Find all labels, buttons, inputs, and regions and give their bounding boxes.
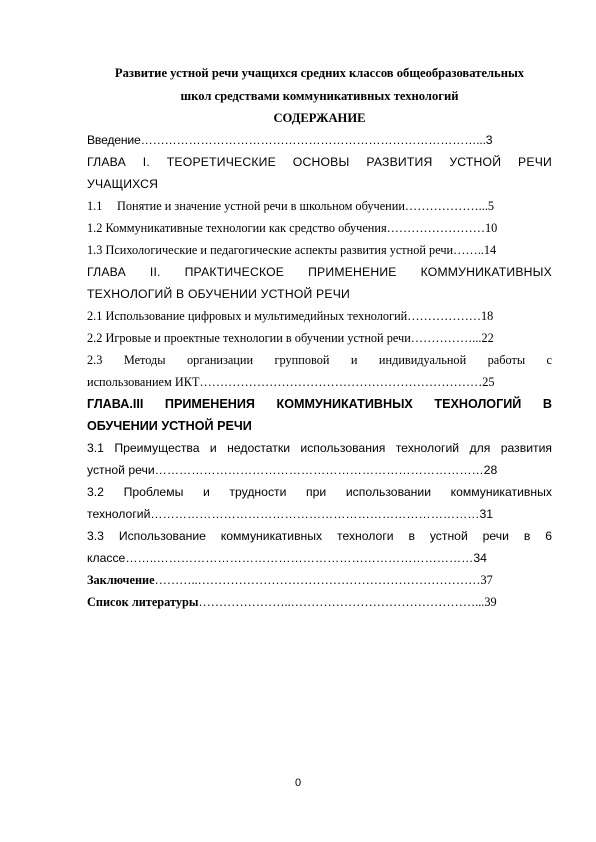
document-title (87, 62, 552, 108)
toc-entry-text: Введение…………………………………………………………………………...3 (87, 133, 493, 147)
toc-entry-2-3 (87, 349, 552, 393)
toc-entry-text: 1.3 Психологические и педагогические аспекты развития устной речи……..14 (87, 243, 497, 257)
toc-entry-3-2 (87, 481, 552, 525)
toc-entry-introduction (87, 129, 552, 151)
toc-entry-text: 1.2 Коммуникативные технологии как средство обучения……………………10 (87, 221, 498, 235)
toc-entry-text: 3.3 Использование коммуникативных технологи в устной речи в 6 (87, 529, 552, 543)
toc-entry-text-continued: ОБУЧЕНИИ УСТНОЙ РЕЧИ (87, 419, 252, 433)
toc-entry-text: 2.1 Использование цифровых и мультимедийных технологий………………18 (87, 309, 494, 323)
page-number: 0 (294, 777, 302, 789)
toc-entry-leader: …………………..………………………………………...39 (198, 595, 497, 609)
toc-entry-text: ГЛАВА ІІ. ПРАКТИЧЕСКОЕ ПРИМЕНЕНИЕ КОММУНИКАТИВНЫХ (87, 265, 552, 279)
title-line-2: школ средствами коммуникативных технологий (180, 89, 459, 103)
toc-entry-text: Список литературы (87, 595, 199, 609)
toc-entry-text: Понятие и значение устной речи в школьном обучении………………...5 (117, 199, 495, 213)
toc-entry-1-2 (87, 217, 552, 239)
toc-entry-references (87, 591, 552, 613)
toc-entry-text: ГЛАВА І. ТЕОРЕТИЧЕСКИЕ ОСНОВЫ РАЗВИТИЯ УСТНОЙ РЕЧИ (87, 155, 552, 169)
toc-entry-chapter-1 (87, 151, 552, 195)
toc-entry-chapter-2 (87, 261, 552, 305)
table-of-contents (87, 129, 552, 613)
toc-entry-leader: ………..……………………………………………………………37 (154, 573, 493, 587)
title-line-1: Развитие устной речи учащихся средних классов общеобразовательных (114, 66, 525, 80)
toc-entry-2-2 (87, 327, 552, 349)
toc-entry-text-continued: УЧАЩИХСЯ (87, 177, 159, 191)
toc-entry-text-continued: устной речи………………………………………………………………………28 (87, 463, 498, 477)
toc-entry-3-1 (87, 437, 552, 481)
toc-entry-number: 1.1 (87, 199, 103, 213)
toc-entry-text: Заключение (87, 573, 155, 587)
toc-entry-1-1 (87, 195, 552, 217)
toc-entry-text-continued: технологий………………………………………………………………………31 (87, 507, 493, 521)
toc-entry-chapter-3 (87, 393, 552, 437)
toc-entry-text-continued: использованием ИКТ……………………………………………………………25 (87, 375, 495, 389)
toc-entry-text: ГЛАВА.III ПРИМЕНЕНИЯ КОММУНИКАТИВНЫХ ТЕХНОЛОГИЙ В (87, 397, 552, 411)
toc-entry-text: 3.2 Проблемы и трудности при использовании коммуникативных (87, 485, 552, 499)
toc-entry-text: 2.2 Игровые и проектные технологии в обучении устной речи……………...22 (87, 331, 494, 345)
toc-entry-text: 2.3 Методы организации групповой и индивидуальной работы с (87, 353, 552, 367)
toc-entry-conclusion (87, 569, 552, 591)
toc-entry-text: 3.1 Преимущества и недостатки использования технологий для развития (87, 441, 552, 455)
toc-entry-1-3 (87, 239, 552, 261)
toc-entry-text-continued: классе……..……………………………………………………………………34 (87, 551, 487, 565)
toc-entry-2-1 (87, 305, 552, 327)
toc-entry-3-3 (87, 525, 552, 569)
toc-entry-text-continued: ТЕХНОЛОГИЙ В ОБУЧЕНИИ УСТНОЙ РЕЧИ (87, 287, 350, 301)
toc-heading: СОДЕРЖАНИЕ (273, 111, 366, 125)
